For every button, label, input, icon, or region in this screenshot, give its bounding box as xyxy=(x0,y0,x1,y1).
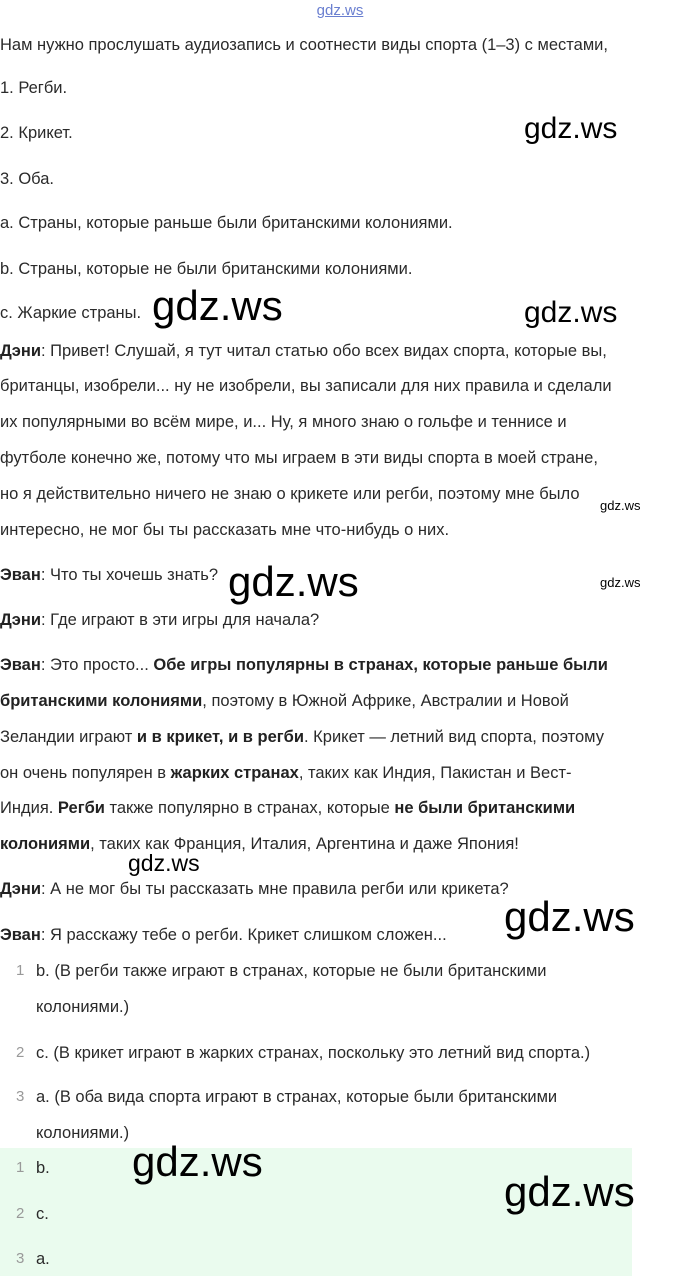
dialog-line: британскими колониями, поэтому в Южной Африке, Австралии и Новой xyxy=(0,692,569,710)
place-item-b: b. Страны, которые не были британскими колониями. xyxy=(0,260,413,278)
dialog-line: Дэни: Привет! Слушай, я тут читал статью обо всех видах спорта, которые вы, xyxy=(0,342,607,360)
dialog-line: футболе конечно же, потому что мы играем в эти виды спорта в моей стране, xyxy=(0,449,598,467)
watermark: gdz.ws xyxy=(524,112,618,145)
place-item-a: a. Страны, которые раньше были британскими колониями. xyxy=(0,214,453,232)
speaker-name: Эван xyxy=(0,926,41,944)
watermark: gdz.ws xyxy=(504,893,635,940)
answer-number: 1 xyxy=(16,1159,25,1176)
dialog-line: Эван: Что ты хочешь знать? xyxy=(0,566,219,584)
answer-text: a. xyxy=(36,1250,50,1268)
task-intro: Нам нужно прослушать аудиозапись и соотнести виды спорта (1–3) с местами, xyxy=(0,36,608,54)
dialog-line: британцы, изобрели... ну не изобрели, вы записали для них правила и сделали xyxy=(0,377,612,395)
sport-item-3: 3. Оба. xyxy=(0,170,55,188)
speaker-name: Дэни xyxy=(0,611,41,629)
explanation-number: 3 xyxy=(16,1088,25,1105)
watermark: gdz.ws xyxy=(228,558,359,605)
dialog-line: Эван: Это просто... Обе игры популярны в странах, которые раньше были xyxy=(0,656,608,674)
watermark: gdz.ws xyxy=(504,1168,635,1215)
explanation-text: c. (В крикет играют в жарких странах, поскольку это летний вид спорта.) xyxy=(36,1044,591,1062)
dialog-line: Индия. Регби также популярно в странах, которые не были британскими xyxy=(0,799,576,817)
site-header-link[interactable]: gdz.ws xyxy=(316,2,364,19)
explanation-number: 2 xyxy=(16,1044,25,1061)
explanation-text: колониями.) xyxy=(36,1124,130,1142)
dialog-line: Эван: Я расскажу тебе о регби. Крикет слишком сложен... xyxy=(0,926,447,944)
sport-item-2: 2. Крикет. xyxy=(0,124,73,142)
explanation-text: b. (В регби также играют в странах, которые не были британскими xyxy=(36,962,547,980)
dialog-line: колониями, таких как Франция, Италия, Аргентина и даже Япония! xyxy=(0,835,519,853)
answer-number: 3 xyxy=(16,1250,25,1267)
watermark: gdz.ws xyxy=(152,282,283,329)
dialog-line: их популярными во всём мире, и... Ну, я много знаю о гольфе и теннисе и xyxy=(0,413,567,431)
speaker-name: Эван xyxy=(0,656,41,674)
dialog-line: Дэни: А не мог бы ты рассказать мне правила регби или крикета? xyxy=(0,880,509,898)
sport-item-1: 1. Регби. xyxy=(0,79,68,97)
explanation-number: 1 xyxy=(16,962,25,979)
explanation-text: a. (В оба вида спорта играют в странах, которые были британскими xyxy=(36,1088,558,1106)
watermark: gdz.ws xyxy=(132,1138,263,1185)
watermark: gdz.ws xyxy=(524,296,618,329)
dialog-line: Дэни: Где играют в эти игры для начала? xyxy=(0,611,320,629)
answer-text: c. xyxy=(36,1205,49,1223)
speaker-name: Эван xyxy=(0,566,41,584)
place-item-c: c. Жаркие страны. xyxy=(0,304,142,322)
answer-number: 2 xyxy=(16,1205,25,1222)
answer-text: b. xyxy=(36,1159,50,1177)
dialog-line: Зеландии играют и в крикет, и в регби. Крикет — летний вид спорта, поэтому xyxy=(0,728,604,746)
explanation-text: колониями.) xyxy=(36,998,130,1016)
dialog-line: интересно, не мог бы ты рассказать мне что-нибудь о них. xyxy=(0,521,450,539)
dialog-line: но я действительно ничего не знаю о крикете или регби, поэтому мне было xyxy=(0,485,580,503)
watermark: gdz.ws xyxy=(128,850,200,876)
watermark: gdz.ws xyxy=(600,575,641,590)
dialog-line: он очень популярен в жарких странах, таких как Индия, Пакистан и Вест- xyxy=(0,764,572,782)
speaker-name: Дэни xyxy=(0,880,41,898)
watermark: gdz.ws xyxy=(600,498,641,513)
speaker-name: Дэни xyxy=(0,342,41,360)
